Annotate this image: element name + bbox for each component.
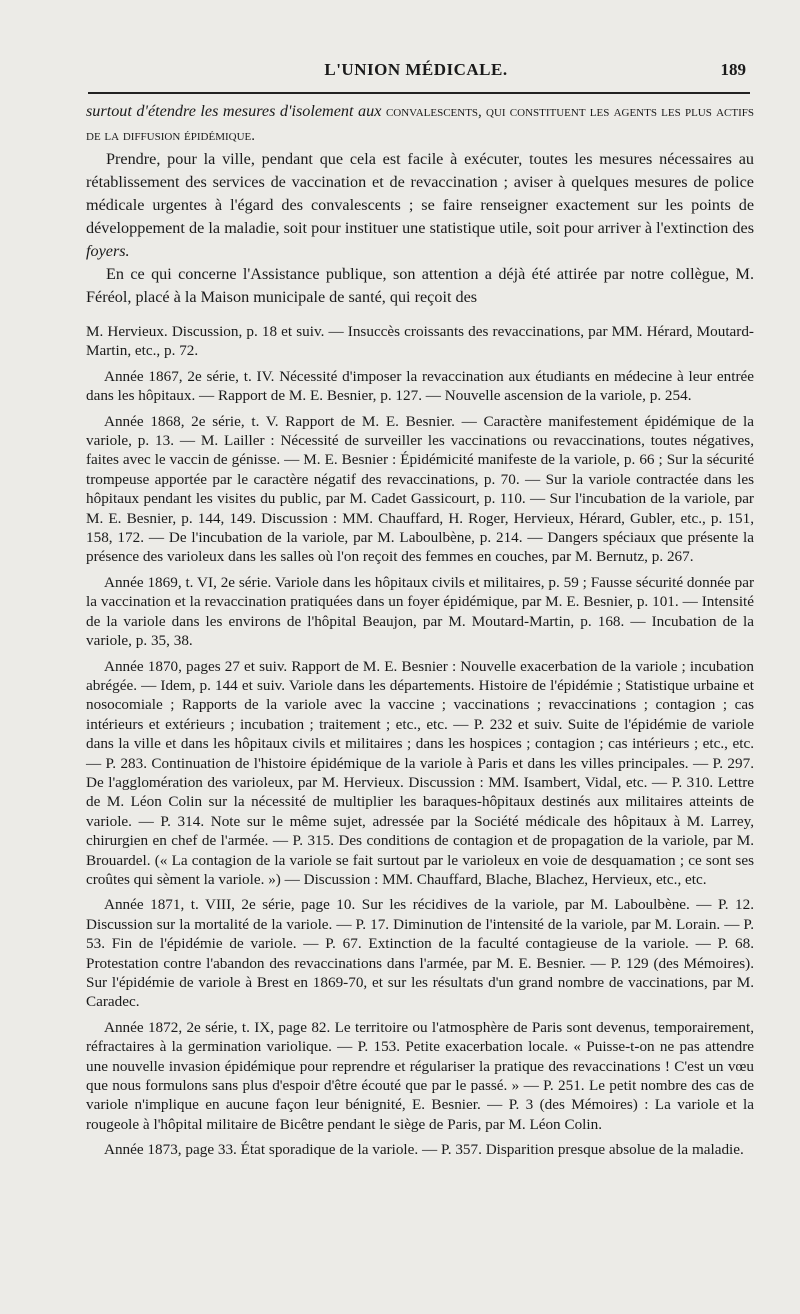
running-title: L'UNION MÉDICALE. — [324, 60, 508, 79]
main-text — [86, 100, 754, 309]
paragraph-1-italic: surtout d'étendre les mesures d'isolement aux — [86, 102, 382, 120]
footnote-paragraph: Année 1867, 2e série, t. IV. Nécessité d'imposer la revaccination aux étudiants en médecine à leur entrée dans les hôpitaux. — Rapport de M. E. Besnier, p. 127. — Nouvelle ascension de la variole, p. 254. — [86, 367, 754, 405]
header-rule — [88, 92, 750, 94]
footnote-paragraph: M. Hervieux. Discussion, p. 18 et suiv. — Insuccès croissants des revaccinations, par MM. Hérard, Moutard-Martin, etc., p. 72. — [86, 323, 754, 360]
page-header — [86, 60, 746, 86]
paragraph-2 — [86, 148, 754, 263]
footnote-paragraph: Année 1872, 2e série, t. IX, page 82. Le territoire ou l'atmosphère de Paris sont devenus, temporairement, réfractaires à la germination variolique. — P. 153. Petite exacerbation locale. « Puisse-t-on ne pas attendre une nouvelle invasion épidémique pour reprendre et régulariser la pratique des revaccinations ! C'est un vœu que nous formulons sans plus d'espoir d'être écouté que par le passé. » — P. 251. Le petit nombre des cas de variole n'implique en aucune façon leur bénignité, E. Besnier. — P. 3 (des Mémoires) : La variole et la rougeole à l'hôpital militaire de Bicêtre pendant le siège de Paris, par M. Léon Colin. — [86, 1018, 754, 1133]
paragraph-1-caps: convalescents, qui constituent les agents les plus actifs de la diffusion épidémique. — [86, 104, 754, 144]
footnote-paragraph: Année 1870, pages 27 et suiv. Rapport de M. E. Besnier : Nouvelle exacerbation de la variole ; incubation abrégée. — Idem, p. 144 et suiv. Variole dans les départements. Histoire de l'épidémie ; Statistique urbaine et nosocomiale ; Rapports de la variole avec la vaccine ; vaccinations ; revaccinations ; contagion ; cas intérieurs et extérieurs ; incubation ; traitement ; etc., etc. — P. 232 et suiv. Suite de l'épidémie de variole dans la ville et dans les hôpitaux civils et militaires ; dans les hospices ; contagion ; cas intérieurs ; etc., etc. — P. 283. Continuation de l'histoire épidémique de la variole à Paris et dans les villes principales. — P. 297. De l'agglomération des varioleux, par M. Hervieux. Discussion : MM. Isambert, Vidal, etc. — P. 310. Lettre de M. Léon Colin sur la nécessité de multiplier les baraques-hôpitaux destinés aux militaires atteints de variole. — P. 314. Note sur le même sujet, adressée par la Société médicale des hôpitaux à M. Larrey, chirurgien en chef de l'armée. — P. 315. Des conditions de contagion et de propagation de la variole, par M. Brouardel. (« La contagion de la variole se fait surtout par le varioleux en voie de desquamation ; ce sont ses croûtes qui sèment la variole. ») — Discussion : MM. Chauffard, Blache, Blachez, Hervieux, etc., etc. — [86, 657, 754, 888]
footnotes — [86, 322, 754, 1166]
page-number: 189 — [720, 60, 746, 79]
footnote-paragraph: Année 1871, t. VIII, 2e série, page 10. Sur les récidives de la variole, par M. Laboulbène. — P. 12. Discussion sur la mortalité de la variole. — P. 17. Diminution de l'intensité de la variole, par M. Lorain. — P. 53. Fin de l'épidémie de variole. — P. 67. Extinction de la faculté contagieuse de la variole. — P. 68. Protestation contre l'abandon des revaccinations dans l'armée, par M. E. Besnier. — P. 129 (des Mémoires). Sur l'épidémie de variole à Brest en 1869-70, et sur les résultats d'un grand nombre de vaccinations, par M. Caradec. — [86, 896, 754, 1011]
footnote-paragraph: Année 1873, page 33. État sporadique de la variole. — P. 357. Disparition presque absolue de la maladie. — [104, 1141, 744, 1159]
footnote-paragraph: Année 1869, t. VI, 2e série. Variole dans les hôpitaux civils et militaires, p. 59 ; Fausse sécurité donnée par la vaccination et la revaccination pratiquées dans un foyer épidémique, par M. E. Besnier, p. 101. — Intensité de la variole dans les environs de l'hôpital Beaujon, par M. Moutard-Martin, p. 168. — Incubation de la variole, p. 35, 38. — [86, 573, 754, 650]
paragraph-2-italic: foyers. — [86, 242, 130, 260]
paragraph-2-text: Prendre, pour la ville, pendant que cela est facile à exécuter, toutes les mesures nécessaires au rétablissement des services de vaccination et de revaccination ; aviser à quelques mesures de police médicale urgentes à l'égard des convalescents ; se faire renseigner exactement sur les points de développement de la maladie, soit pour instituer une statistique utile, soit pour arriver à l'extinction des — [86, 150, 754, 237]
paragraph-3: En ce qui concerne l'Assistance publique, son attention a déjà été attirée par notre collègue, M. Féréol, placé à la Maison municipale de santé, qui reçoit des — [86, 265, 754, 306]
paragraph-1 — [86, 100, 754, 148]
footnote-paragraph: Année 1868, 2e série, t. V. Rapport de M. E. Besnier. — Caractère manifestement épidémique de la variole, p. 13. — M. Lailler : Nécessité de surveiller les vaccinations ou revaccinations, toutes négatives, faites avec le vaccin de génisse. — M. E. Besnier : Épidémicité manifeste de la variole, p. 66 ; Sur la sécurité trompeuse apportée par le caractère négatif des revaccinations, p. 70. — Sur la variole contractée dans les hôpitaux pendant les visites du public, par M. Cadet Gassicourt, p. 110. — Sur l'incubation de la variole, par M. E. Besnier, p. 144, 149. Discussion : MM. Chauffard, H. Roger, Hervieux, Hérard, Gubler, etc., p. 151, 158, 172. — De l'incubation de la variole, par M. Laboulbène, p. 214. — Dangers spéciaux que présente la présence des varioleux dans les salles où l'on reçoit des femmes en couches, par M. Bernutz, p. 267. — [86, 412, 754, 566]
